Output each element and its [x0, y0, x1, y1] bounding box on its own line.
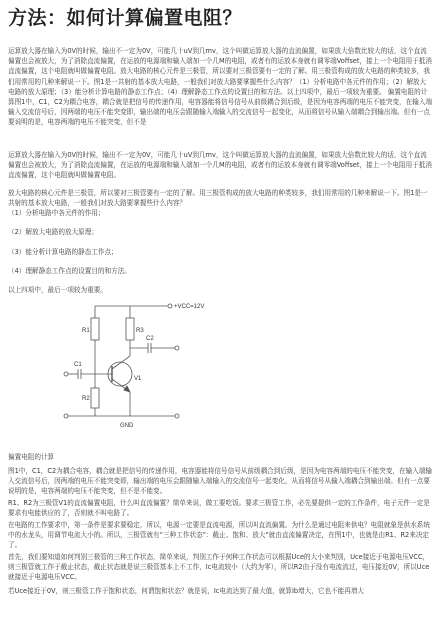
r2-label: R2 [82, 396, 90, 402]
section-heading-bias-calc: 偏置电阻的计算 [8, 453, 55, 461]
v1-label: V1 [134, 376, 142, 382]
paragraph-working-conditions: 在电路的工作要求中，第一条件是要求要稳定，所以，电源一定要是直流电源，所以叫直流偏置。为什么是通过电阻来供电？电阻就象是供水系统中的水龙头，用调节电流大小的。所以，三极管就有“三种工作状态”：截止、饱和、放大“就由直流偏置决定，在图1中，也就是由R1、R2来决定了。 [8, 521, 430, 550]
list-item-3: （3）能分析计算电路的静态工作点； [8, 248, 118, 256]
c2-label: C2 [146, 336, 154, 342]
list-item-2: （2）解放大电路的放大原理； [8, 228, 98, 236]
r1-label: R1 [82, 328, 90, 334]
paragraph-saturation: 若Uce接近于0V，则三极管工作于饱和状态，何谓饱和状态？就是说，Ic电流达到了最大值，就算Ib增大，它也不能再增大 [8, 587, 365, 595]
c1-label: C1 [74, 362, 82, 368]
paragraph-amplifier-core: 放大电路的核心元件是三极管，所以要对三极管要有一定的了解。用三极管构成的放大电路的种类较多，我们用常用的几种来解说一下。图1是一共射的基本放大电路，一般我们对放大路要掌握些什么内容？ [8, 189, 428, 208]
paragraph-dc-bias: R1、R2为三极管V1的直流偏置电阻，什么叫直流偏置？简单来说，做工要吃饭。要求三极管工作，必先要提供一定的工作条件，电子元件一定是要求有电能供应的了，否则就不叫电路了。 [8, 499, 430, 518]
r3-label: R3 [136, 328, 144, 334]
paragraph-three-states: 首先，我们要知道如何判别三极管的三种工作状态，简单来说，判别工作于何种工作状态可以根据Uce的大小来判别，Uce接近于电源电压VCC，则三极管就工作于截止状态，截止状态就是说三极管基本上不工作，Ic电流较小（大约为零），所以R2由于没有电流流过，电压接近0V，所以Uce就接近于电源电压VCC。 [8, 553, 430, 582]
gnd-label: GND [120, 423, 134, 429]
page-title: 方法：如何计算偏置电阻？ [8, 7, 243, 29]
paragraph-important-item: 以上四项中，最后一项较为重要。 [8, 286, 107, 294]
list-item-4: （4）理解静态工作点的设置目的和方法。 [8, 267, 131, 275]
vcc-label: +VCC=12V [174, 304, 205, 310]
paragraph-bias-definition: 运算放大器在输入为0V的时候，输出不一定为0V，可能几十uV到几mv，这个叫做运算放大器的直流偏置，如果放大倍数比较大的话，这个直流偏置也会被放大，为了消除直流偏置，在运放的电源端和输入端加一个几M的电阻，或者有的运放本身就有调零端Voffset，接上一个电阻用于抵消直流偏置，这个电阻就叫做偏置电阻。 [8, 151, 432, 180]
circuit-diagram [60, 296, 260, 431]
paragraph-coupling-capacitors: 图1中，C1，C2为耦合电容，耦合就是把信号的传递作用，电容器能将信号信号从前级耦合到后级，是因为电容两端的电压不能突变，在输入端输入交流信号后，因两端的电压不能突变即，输出端的电压会跟随输入端输入的交流信号一起变化，从而将信号从输入端耦合到输出端。但有一点要说明的是，电容两端的电压不能突变，但不是不能变。 [8, 467, 433, 496]
list-item-1: （1）分析电路中各元件的作用； [8, 209, 105, 217]
intro-paragraph: 运算放大器在输入为0V的时候，输出不一定为0V，可能几十uV到几mv，这个叫做运算放大器的直流偏置，如果放大倍数比较大的话，这个直流偏置也会被放大，为了消除直流偏置，在运放的电源端和输入端加一个几M的电阻，或者有的运放本身就有调零端Voffset，接上一个电阻用于抵消直流偏置，这个电阻就叫做偏置电阻。放大电路的核心元件是三极管，所以要对三极管要有一定的了解。用三极管构成的放大电路的种类较多，我们用常用的几种来解说一下。图1是一共射的基本放大电路，一般我们对放大路要掌握些什么内容？（1）分析电路中各元件的作用；（2）解放大电路的放大原理；（3）能分析计算电路的静态工作点；（4）理解静态工作点的设置目的和方法。以上四项中，最后一项较为重要。 偏置电阻的计算图1中，C1，C2为耦合电容，耦合就是把信号的传递作用，电容器能将信号信号从前级耦合到后级，是因为电容两端的电压不能突变，在输入端输入交流信号后，因两端的电压不能突变即，输出端的电压会跟随输入端输入的交流信号一起变化，从而将信号从输入端耦合到输出端。但有一点要说明的是，电容两端的电压不能突变，但不是 [8, 47, 433, 127]
